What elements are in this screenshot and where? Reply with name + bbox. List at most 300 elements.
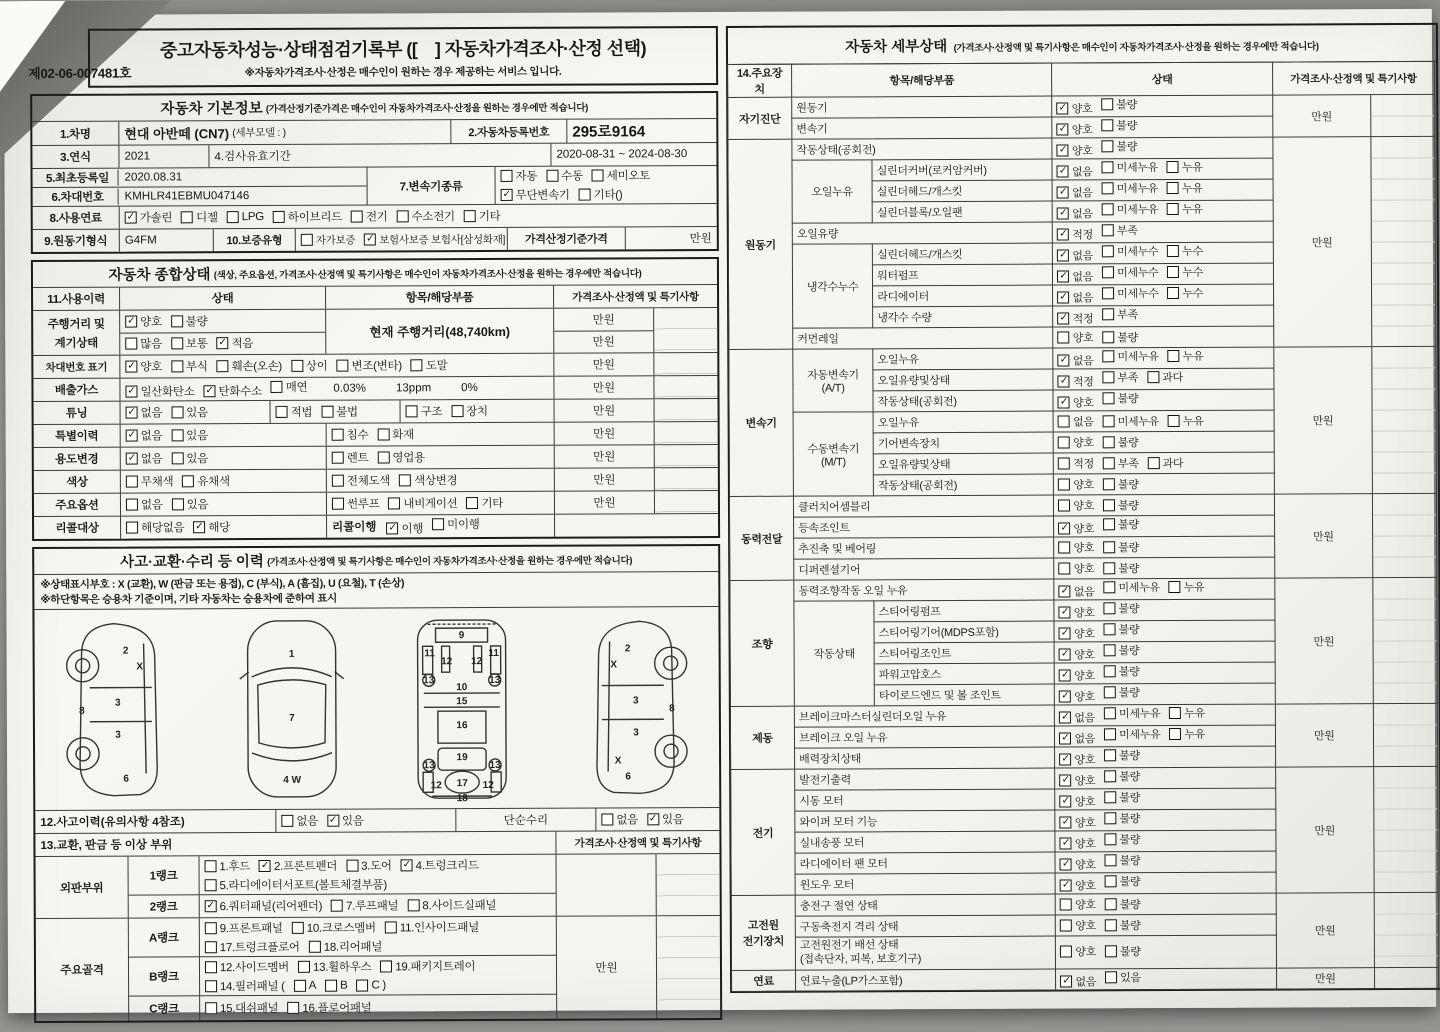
- unchecked-checkbox[interactable]: [182, 475, 194, 487]
- checkbox-label: 양호: [1071, 124, 1093, 137]
- diagram-label: 12: [441, 656, 453, 668]
- label-reg-no: 2.자동차등록번호: [450, 120, 566, 144]
- unchecked-checkbox[interactable]: [346, 859, 358, 871]
- checked-checkbox[interactable]: ✓: [1060, 585, 1069, 597]
- checked-checkbox[interactable]: ✓: [1058, 165, 1068, 177]
- unchecked-checkbox[interactable]: [1169, 728, 1181, 740]
- checkbox-label: 양호: [1074, 649, 1095, 662]
- unchecked-checkbox[interactable]: [171, 429, 183, 441]
- unchecked-checkbox[interactable]: [204, 879, 216, 891]
- state-options: [1054, 557, 1274, 579]
- unchecked-checkbox[interactable]: [1060, 946, 1072, 958]
- detail-item: 실린더커버(로커암커버): [872, 159, 1052, 181]
- unchecked-checkbox[interactable]: [546, 170, 558, 182]
- simple-repair-options: [595, 808, 719, 831]
- checked-checkbox[interactable]: ✓: [127, 406, 136, 418]
- unchecked-checkbox[interactable]: [171, 360, 183, 372]
- checkbox-option: [332, 427, 369, 443]
- rank1-options-row2: [199, 874, 555, 895]
- checkbox-option: [377, 449, 425, 465]
- unchecked-checkbox[interactable]: [1058, 478, 1070, 490]
- unchecked-checkbox[interactable]: [1167, 245, 1179, 257]
- checkbox-option: [205, 938, 300, 954]
- unchecked-checkbox[interactable]: [204, 860, 216, 872]
- checkbox-option: [1101, 117, 1137, 133]
- price-entry-blank: [654, 422, 718, 444]
- unchecked-checkbox[interactable]: [1103, 602, 1115, 614]
- unchecked-checkbox[interactable]: [1103, 415, 1115, 427]
- checked-checkbox[interactable]: ✓: [1058, 102, 1067, 114]
- checkbox-label: 2.프론트펜더: [273, 860, 338, 873]
- unchecked-checkbox[interactable]: [1102, 287, 1114, 299]
- unchecked-checkbox[interactable]: [377, 428, 389, 440]
- unchecked-checkbox[interactable]: [1167, 161, 1179, 173]
- unchecked-checkbox[interactable]: [451, 405, 463, 417]
- diagram-label: 3: [115, 697, 121, 709]
- unchecked-checkbox[interactable]: [1104, 791, 1116, 803]
- state-options: [1055, 683, 1275, 705]
- state-options: [1053, 368, 1273, 390]
- checkbox-label: 17.트렁크플로어: [219, 941, 300, 954]
- diagram-label: 19: [456, 752, 468, 764]
- price-unit: 만원: [1275, 578, 1374, 704]
- unchecked-checkbox[interactable]: [309, 940, 321, 952]
- unchecked-checkbox[interactable]: [1102, 161, 1114, 173]
- checked-checkbox[interactable]: ✓: [206, 900, 215, 912]
- diagram-label: 13: [423, 675, 435, 687]
- state-options: [1055, 809, 1275, 831]
- checkbox-label: 불법: [336, 406, 358, 419]
- diagram-label: 3: [633, 727, 639, 739]
- unchecked-checkbox[interactable]: [294, 979, 306, 991]
- section-name: 원동기: [728, 139, 793, 349]
- unchecked-checkbox[interactable]: [301, 234, 313, 246]
- unchecked-checkbox[interactable]: [1102, 331, 1114, 343]
- checked-checkbox[interactable]: ✓: [1059, 207, 1068, 219]
- checkbox-label: 양호: [1073, 562, 1095, 575]
- unchecked-checkbox[interactable]: [1102, 371, 1114, 383]
- unchecked-checkbox[interactable]: [1104, 770, 1116, 782]
- rankA-options-row1: [200, 917, 556, 938]
- unchecked-checkbox[interactable]: [1058, 499, 1070, 511]
- unchecked-checkbox[interactable]: [205, 980, 217, 992]
- price-unit: 만원: [554, 468, 654, 490]
- unchecked-checkbox[interactable]: [1104, 812, 1116, 824]
- unchecked-checkbox[interactable]: [579, 188, 591, 200]
- label-simple-repair: 단순수리: [455, 809, 595, 832]
- unchecked-checkbox[interactable]: [321, 406, 333, 418]
- checked-checkbox[interactable]: ✓: [205, 385, 214, 397]
- unchecked-checkbox[interactable]: [1167, 287, 1179, 299]
- unchecked-checkbox[interactable]: [385, 921, 397, 933]
- checked-checkbox[interactable]: ✓: [1059, 312, 1068, 324]
- unchecked-checkbox[interactable]: [1105, 919, 1117, 931]
- fuel-options: [119, 204, 717, 229]
- checked-checkbox[interactable]: ✓: [1058, 144, 1067, 156]
- transmission-options-row1: [495, 166, 716, 185]
- checkbox-option: [1104, 789, 1140, 805]
- checkbox-option: [1057, 289, 1093, 305]
- checkbox-option: [1169, 579, 1205, 595]
- unchecked-checkbox[interactable]: [281, 815, 293, 827]
- unchecked-checkbox[interactable]: [406, 405, 418, 417]
- unchecked-checkbox[interactable]: [331, 900, 343, 912]
- checkbox-option: [1168, 412, 1204, 428]
- unchecked-checkbox[interactable]: [388, 497, 400, 509]
- unchecked-checkbox[interactable]: [1104, 644, 1116, 656]
- unchecked-checkbox[interactable]: [1169, 581, 1181, 593]
- unchecked-checkbox[interactable]: [181, 211, 193, 223]
- label-replaced-parts: 13.교환, 판금 등 이상 부위: [40, 839, 173, 852]
- unchecked-checkbox[interactable]: [1104, 707, 1116, 719]
- checkbox-option: [1105, 917, 1141, 933]
- unchecked-checkbox[interactable]: [1104, 623, 1116, 635]
- checked-checkbox[interactable]: ✓: [1061, 711, 1070, 723]
- checked-checkbox[interactable]: ✓: [502, 188, 511, 200]
- unchecked-checkbox[interactable]: [205, 1002, 217, 1014]
- unchecked-checkbox[interactable]: [407, 899, 419, 911]
- checkbox-option: [1105, 873, 1141, 889]
- price-entry-blank: [1373, 766, 1438, 892]
- detail-table: [727, 61, 1439, 992]
- unchecked-checkbox[interactable]: [1105, 854, 1117, 866]
- unchecked-checkbox[interactable]: [1103, 392, 1115, 404]
- unchecked-checkbox[interactable]: [592, 170, 604, 182]
- checked-checkbox[interactable]: ✓: [127, 452, 136, 464]
- unchecked-checkbox[interactable]: [337, 360, 349, 372]
- unchecked-checkbox[interactable]: [298, 960, 310, 972]
- accident-note-1: ※상태표시부호 : X (교환), W (판금 또는 용접), C (부식), A (흠집), U (요철), T (손상): [40, 577, 405, 591]
- price-unit: 만원: [556, 916, 656, 1018]
- checkbox-label: 누수: [1182, 245, 1203, 258]
- section-basic-info: [30, 91, 719, 254]
- checked-checkbox[interactable]: ✓: [127, 385, 136, 397]
- checked-checkbox[interactable]: ✓: [1062, 879, 1071, 891]
- unchecked-checkbox[interactable]: [171, 406, 183, 418]
- checked-checkbox[interactable]: ✓: [195, 521, 204, 533]
- checked-checkbox[interactable]: ✓: [1061, 732, 1070, 744]
- recall-cell: [326, 515, 554, 538]
- checked-checkbox[interactable]: ✓: [1061, 669, 1070, 681]
- unchecked-checkbox[interactable]: [1102, 182, 1114, 194]
- checked-checkbox[interactable]: ✓: [260, 859, 270, 871]
- checked-checkbox[interactable]: ✓: [1062, 974, 1071, 987]
- checkbox-option: [546, 168, 583, 184]
- unchecked-checkbox[interactable]: [1169, 707, 1181, 719]
- checkbox-label: 불량: [1116, 120, 1138, 133]
- unchecked-checkbox[interactable]: [217, 360, 229, 372]
- checked-checkbox[interactable]: ✓: [218, 337, 227, 349]
- checkbox-option: [1105, 852, 1141, 868]
- unchecked-checkbox[interactable]: [1101, 119, 1113, 131]
- unchecked-checkbox[interactable]: [276, 406, 288, 418]
- unchecked-checkbox[interactable]: [1105, 875, 1117, 887]
- header-use-history: 11.사용이력: [47, 293, 105, 306]
- diagram-label: 1: [288, 648, 295, 660]
- checked-checkbox[interactable]: ✓: [402, 858, 411, 870]
- checked-checkbox[interactable]: ✓: [127, 315, 136, 327]
- unchecked-checkbox[interactable]: [1103, 457, 1115, 469]
- unchecked-checkbox[interactable]: [1147, 371, 1159, 383]
- checkbox-option: [1103, 516, 1139, 532]
- unchecked-checkbox[interactable]: [1103, 518, 1115, 530]
- checked-checkbox[interactable]: ✓: [1061, 816, 1070, 828]
- unchecked-checkbox[interactable]: [1105, 946, 1117, 958]
- checkbox-option: [301, 232, 355, 247]
- state-options: [1054, 599, 1274, 621]
- checkbox-label: 없음: [140, 430, 163, 443]
- unchecked-checkbox[interactable]: [1058, 457, 1070, 469]
- unchecked-checkbox[interactable]: [332, 498, 344, 510]
- checked-checkbox[interactable]: ✓: [328, 814, 338, 826]
- unchecked-checkbox[interactable]: [1104, 749, 1116, 761]
- label-engine-type: 9.원동기형식: [44, 235, 108, 248]
- current-mileage: 현재 주행거리(48,740km): [325, 309, 553, 354]
- state-options: [1055, 641, 1275, 663]
- unchecked-checkbox[interactable]: [1105, 971, 1117, 983]
- checked-checkbox[interactable]: ✓: [1060, 606, 1069, 618]
- unchecked-checkbox[interactable]: [356, 979, 368, 991]
- checked-checkbox[interactable]: ✓: [1061, 837, 1070, 849]
- checked-checkbox[interactable]: ✓: [388, 522, 397, 534]
- section-name: 전기: [731, 769, 796, 895]
- checkbox-option: [217, 358, 282, 374]
- left-page: [30, 26, 722, 1023]
- checkbox-option: [291, 358, 328, 374]
- checked-checkbox[interactable]: ✓: [648, 813, 658, 825]
- checkbox-option: [126, 427, 163, 443]
- unchecked-checkbox[interactable]: [292, 921, 304, 933]
- tuning-options-3: [400, 400, 554, 423]
- unchecked-checkbox[interactable]: [1103, 436, 1115, 448]
- checkbox-option: [1059, 583, 1095, 599]
- checkbox-label: 적정: [1072, 376, 1094, 389]
- checked-checkbox[interactable]: ✓: [1060, 522, 1069, 534]
- unchecked-checkbox[interactable]: [1102, 266, 1114, 278]
- unchecked-checkbox[interactable]: [1167, 266, 1179, 278]
- checked-checkbox[interactable]: ✓: [1060, 648, 1070, 660]
- checked-checkbox[interactable]: ✓: [127, 429, 136, 441]
- unchecked-checkbox[interactable]: [1058, 415, 1070, 427]
- unchecked-checkbox[interactable]: [126, 522, 138, 534]
- checkbox-option: [579, 186, 623, 202]
- checkbox-label: 많음: [140, 338, 162, 351]
- label-outer-panel: 외판부위: [59, 882, 104, 895]
- unchecked-checkbox[interactable]: [1058, 331, 1070, 343]
- unchecked-checkbox[interactable]: [1168, 350, 1180, 362]
- right-page: [726, 23, 1440, 993]
- unchecked-checkbox[interactable]: [377, 451, 389, 463]
- checkbox-label: 미세누수: [1117, 288, 1159, 301]
- state-options: [1053, 347, 1273, 369]
- unchecked-checkbox[interactable]: [1059, 562, 1071, 574]
- unchecked-checkbox[interactable]: [1060, 919, 1072, 931]
- detail-item: 실린더헤드/개스킷: [873, 243, 1053, 265]
- unchecked-checkbox[interactable]: [227, 211, 239, 223]
- unchecked-checkbox[interactable]: [126, 499, 138, 511]
- checkbox-option: [1057, 121, 1093, 137]
- unchecked-checkbox[interactable]: [399, 474, 411, 486]
- price-entry-blank: [656, 916, 720, 1018]
- checked-checkbox[interactable]: ✓: [126, 211, 135, 223]
- checked-checkbox[interactable]: ✓: [1059, 375, 1068, 387]
- checked-checkbox[interactable]: ✓: [1061, 795, 1070, 807]
- unchecked-checkbox[interactable]: [1102, 308, 1114, 320]
- checkbox-label: 없음: [1071, 166, 1093, 179]
- detail-item: 브레이크마스터실린더오일 누유: [794, 705, 1054, 727]
- unchecked-checkbox[interactable]: [1103, 562, 1115, 574]
- unchecked-checkbox[interactable]: [171, 452, 183, 464]
- checkbox-label: 불량: [1119, 919, 1141, 932]
- unchecked-checkbox[interactable]: [125, 338, 137, 350]
- unchecked-checkbox[interactable]: [380, 960, 392, 972]
- unchecked-checkbox[interactable]: [287, 1002, 299, 1014]
- unchecked-checkbox[interactable]: [332, 475, 344, 487]
- checked-checkbox[interactable]: ✓: [1058, 186, 1068, 198]
- unchecked-checkbox[interactable]: [397, 210, 409, 222]
- unchecked-checkbox[interactable]: [1103, 581, 1115, 593]
- unchecked-checkbox[interactable]: [271, 381, 283, 393]
- unchecked-checkbox[interactable]: [126, 476, 138, 488]
- unchecked-checkbox[interactable]: [1060, 898, 1072, 910]
- checkbox-option: [385, 919, 479, 935]
- checked-checkbox[interactable]: ✓: [1061, 774, 1070, 786]
- unchecked-checkbox[interactable]: [1104, 686, 1116, 698]
- unchecked-checkbox[interactable]: [325, 979, 337, 991]
- checked-checkbox[interactable]: ✓: [366, 233, 375, 245]
- unchecked-checkbox[interactable]: [1168, 414, 1180, 426]
- checkbox-label: 일산화탄소: [140, 386, 195, 399]
- checked-checkbox[interactable]: ✓: [1059, 270, 1068, 282]
- checkbox-label: 누유: [1182, 203, 1203, 216]
- detail-item: 라디에이터: [873, 285, 1053, 307]
- checkbox-label: 없음: [1072, 250, 1094, 263]
- unchecked-checkbox[interactable]: [273, 211, 285, 223]
- unchecked-checkbox[interactable]: [351, 211, 363, 223]
- basic-info-title-row: [32, 93, 716, 121]
- recall-options-2: [386, 516, 479, 536]
- price-unit: 만원: [592, 314, 615, 327]
- unchecked-checkbox[interactable]: [466, 497, 478, 509]
- checked-checkbox[interactable]: ✓: [1059, 354, 1068, 366]
- checked-checkbox[interactable]: ✓: [1059, 228, 1068, 240]
- checkbox-option: [592, 168, 650, 184]
- unchecked-checkbox[interactable]: [432, 518, 444, 530]
- unchecked-checkbox[interactable]: [1059, 541, 1071, 553]
- group-name: 자동변속기 (A/T): [793, 349, 873, 412]
- checkbox-option: [1103, 476, 1139, 492]
- unchecked-checkbox[interactable]: [1103, 478, 1115, 490]
- unchecked-checkbox[interactable]: [601, 813, 613, 825]
- checkbox-option: [1059, 560, 1095, 576]
- checkbox-label: 영업용: [392, 452, 425, 465]
- checked-checkbox[interactable]: ✓: [1058, 123, 1067, 135]
- unchecked-checkbox[interactable]: [205, 961, 217, 973]
- checked-checkbox[interactable]: ✓: [1059, 249, 1068, 261]
- checked-checkbox[interactable]: ✓: [127, 360, 136, 372]
- unchecked-checkbox[interactable]: [1104, 728, 1116, 740]
- special-options-2: [326, 423, 554, 446]
- unchecked-checkbox[interactable]: [1167, 182, 1179, 194]
- unchecked-checkbox[interactable]: [1102, 203, 1114, 215]
- detail-item: 발전기출력: [795, 768, 1055, 790]
- checked-checkbox[interactable]: ✓: [1059, 291, 1068, 303]
- unchecked-checkbox[interactable]: [1101, 140, 1113, 152]
- label-rankB: B랭크: [149, 971, 179, 984]
- checkbox-option: [1102, 201, 1158, 217]
- checkbox-label: 양호: [1074, 670, 1095, 683]
- unchecked-checkbox[interactable]: [1105, 833, 1117, 845]
- checked-checkbox[interactable]: ✓: [1059, 396, 1069, 408]
- price-unit: 만원: [554, 445, 654, 467]
- price-entry-blank: [1374, 892, 1438, 967]
- diagram-label: 10: [456, 682, 468, 694]
- tuning-options-2: [270, 400, 400, 423]
- checkbox-label: 적음: [231, 338, 254, 351]
- unchecked-checkbox[interactable]: [171, 338, 183, 350]
- unchecked-checkbox[interactable]: [205, 941, 217, 953]
- unchecked-checkbox[interactable]: [1102, 245, 1114, 257]
- checkbox-label: 양호: [1071, 103, 1093, 116]
- checkbox-label: 미세누유: [1116, 183, 1159, 196]
- unchecked-checkbox[interactable]: [291, 360, 303, 372]
- unchecked-checkbox[interactable]: [411, 359, 423, 371]
- emission-co: 0.03%: [333, 382, 367, 395]
- checkbox-label: 누유: [1183, 581, 1205, 594]
- unchecked-checkbox[interactable]: [332, 429, 344, 441]
- unchecked-checkbox[interactable]: [1148, 457, 1160, 469]
- checkbox-label: 부족: [1117, 372, 1139, 385]
- checked-checkbox[interactable]: ✓: [1061, 690, 1070, 702]
- unchecked-checkbox[interactable]: [1105, 898, 1117, 910]
- checkbox-option: [1105, 943, 1141, 959]
- checkbox-label: A: [308, 979, 317, 992]
- unchecked-checkbox[interactable]: [1058, 436, 1070, 448]
- checkbox-option: [1059, 751, 1095, 767]
- unchecked-checkbox[interactable]: [1104, 665, 1116, 677]
- unchecked-checkbox[interactable]: [464, 210, 476, 222]
- unchecked-checkbox[interactable]: [172, 498, 184, 510]
- unchecked-checkbox[interactable]: [332, 452, 344, 464]
- checkbox-option: [406, 403, 443, 419]
- emission-smoke: 0%: [461, 382, 478, 395]
- replaced-parts-price-header: 가격조사·산정액 및 특기사항: [555, 831, 719, 854]
- unchecked-checkbox[interactable]: [1167, 203, 1179, 215]
- unchecked-checkbox[interactable]: [171, 315, 183, 327]
- checkbox-label: 누유: [1182, 415, 1204, 428]
- checkbox-option: [271, 379, 308, 395]
- unchecked-checkbox[interactable]: [1103, 499, 1115, 511]
- checkbox-option: [1059, 730, 1095, 746]
- unchecked-checkbox[interactable]: [1101, 98, 1113, 110]
- checked-checkbox[interactable]: ✓: [1061, 858, 1071, 870]
- price-unit: 만원: [554, 491, 654, 513]
- checked-checkbox[interactable]: ✓: [1060, 627, 1070, 639]
- checked-checkbox[interactable]: ✓: [1061, 753, 1070, 765]
- checkbox-option: [1148, 454, 1184, 470]
- detail-item: 배력장치상태: [795, 747, 1055, 769]
- label-vin-marking: 차대번호 표기: [45, 361, 108, 374]
- unchecked-checkbox[interactable]: [1103, 541, 1115, 553]
- unchecked-checkbox[interactable]: [1102, 224, 1114, 236]
- checkbox-label: 양호: [1074, 754, 1096, 767]
- unchecked-checkbox[interactable]: [205, 922, 217, 934]
- unchecked-checkbox[interactable]: [1102, 350, 1114, 362]
- diagram-label: 12: [430, 780, 442, 792]
- header-item: 항목/해당부품: [325, 286, 553, 309]
- rankC-options: [199, 995, 556, 1021]
- unchecked-checkbox[interactable]: [501, 170, 513, 182]
